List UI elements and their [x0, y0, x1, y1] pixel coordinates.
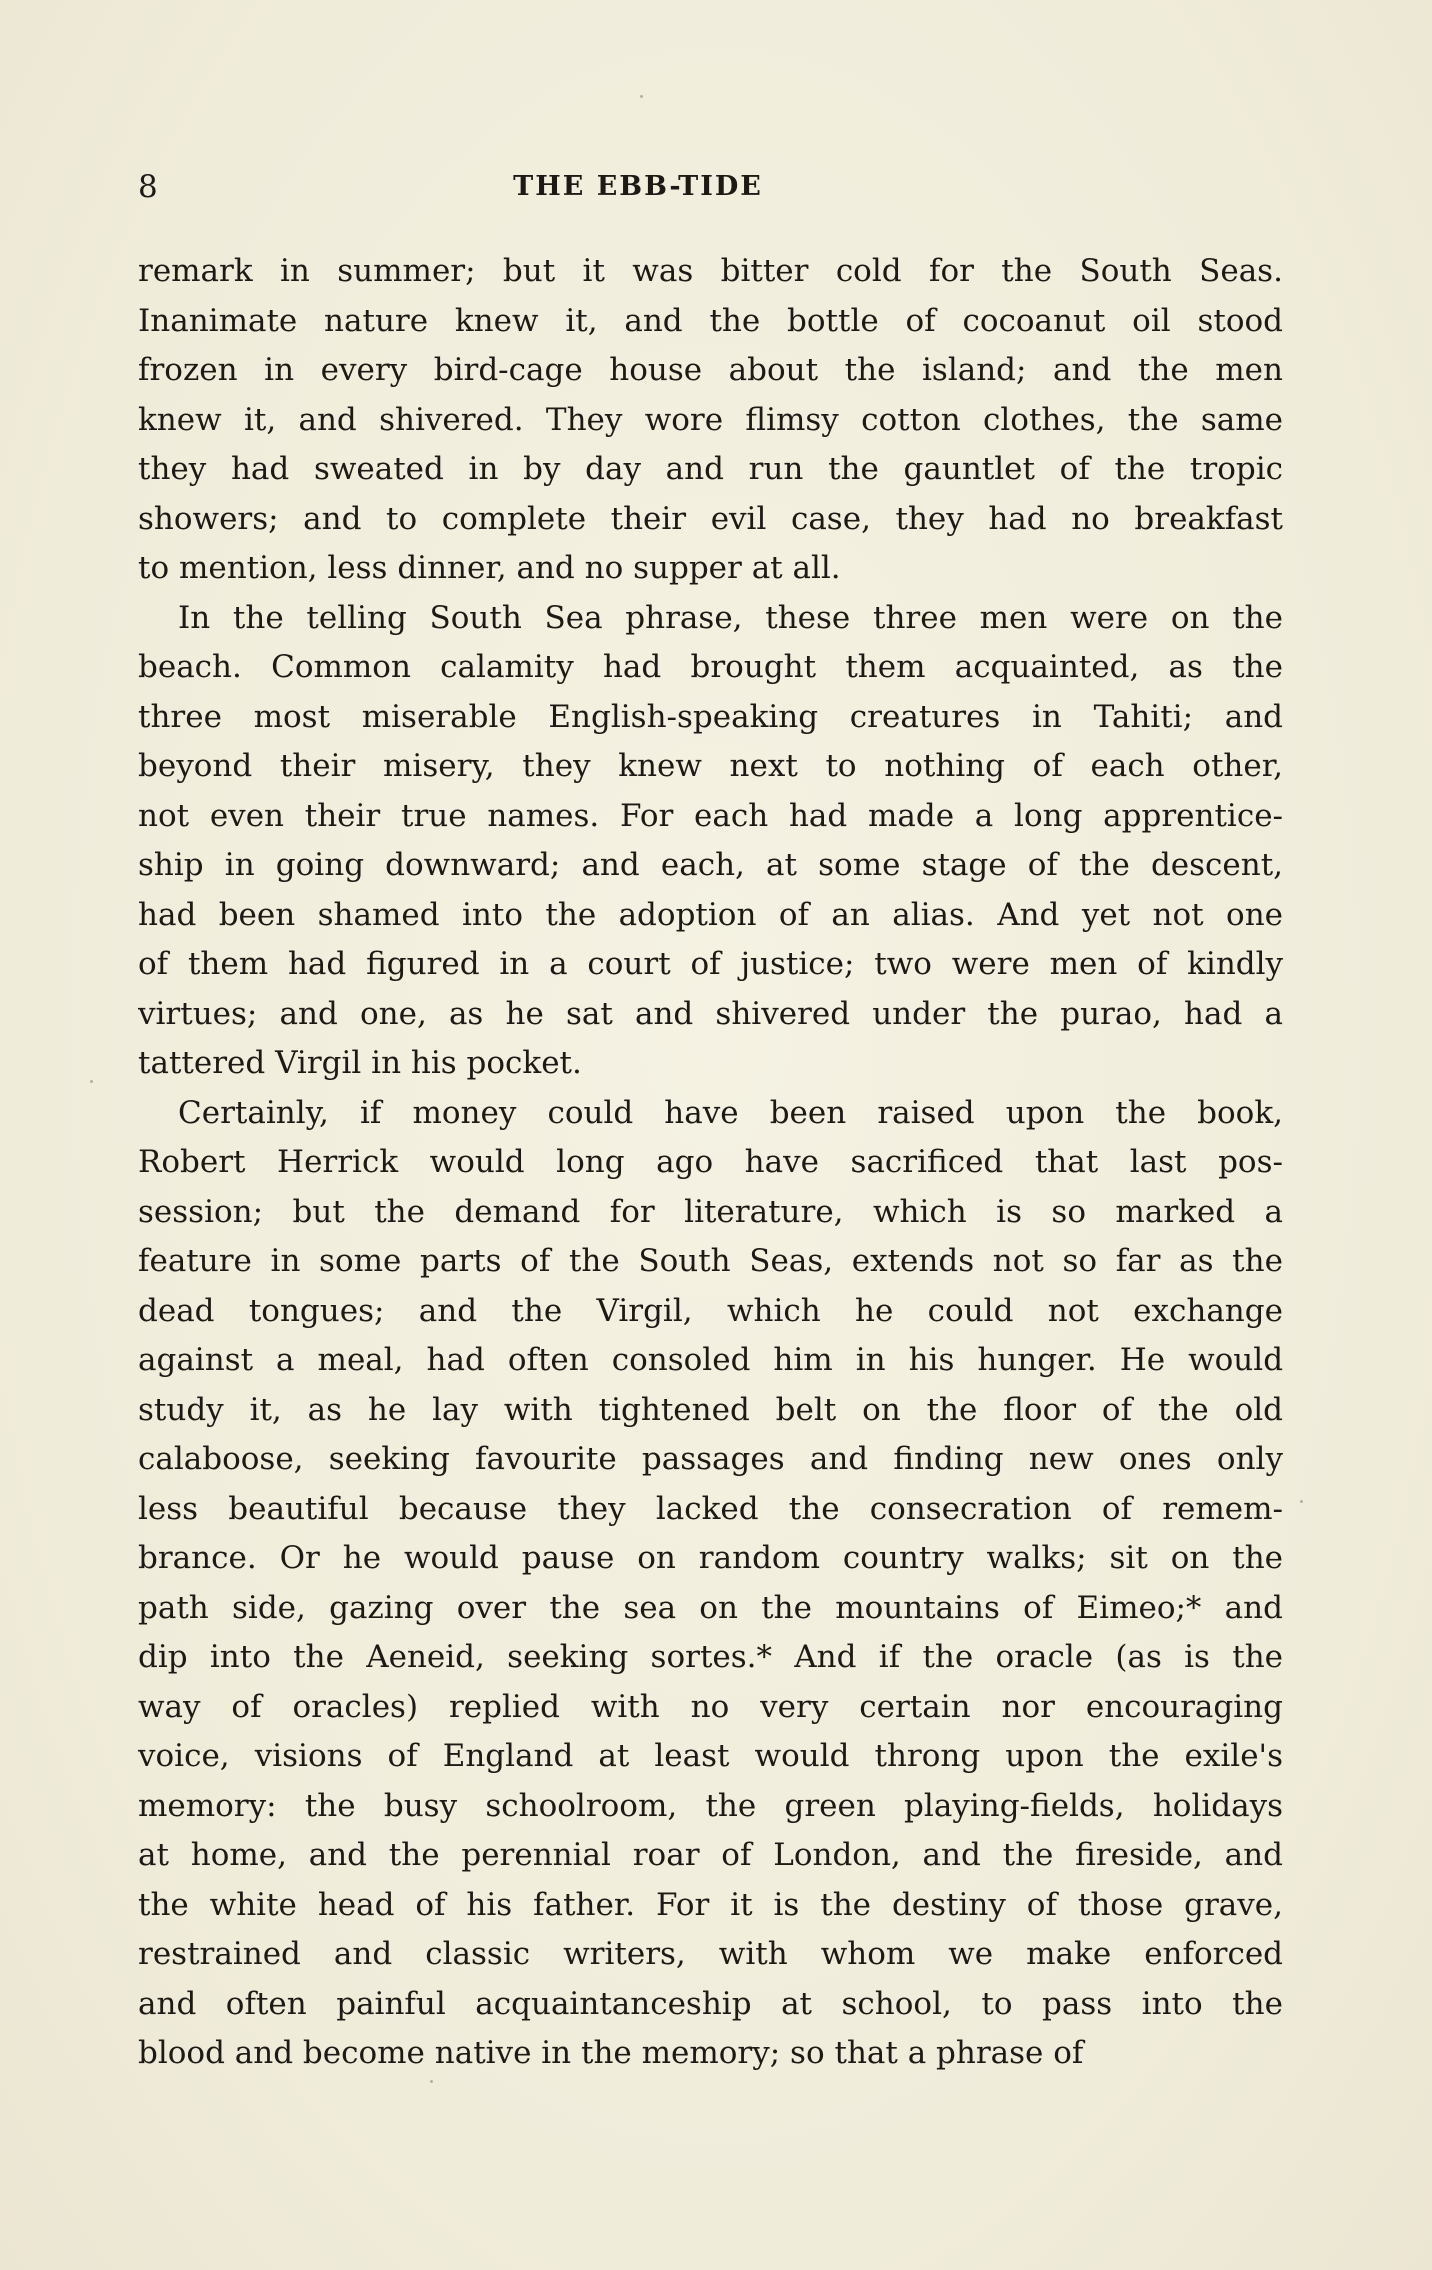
text-line — [138, 792, 1283, 842]
text-line-content: less beautiful because they lacked the consecration of remem- — [138, 1490, 1283, 1527]
text-line-content: feature in some parts of the South Seas, extends not so far as the — [138, 1243, 1283, 1279]
paper-speck — [640, 95, 643, 98]
text-line-content: calaboose, seeking favourite passages and finding new ones only — [138, 1441, 1283, 1477]
text-line — [138, 1485, 1283, 1535]
text-line-content: brance. Or he would pause on random country walks; sit on the — [138, 1540, 1283, 1576]
text-line-content: against a meal, had often consoled him in his hunger. He would — [138, 1342, 1283, 1378]
text-line-content: tattered Virgil in his pocket. — [138, 1045, 582, 1081]
text-line — [138, 346, 1283, 396]
text-line — [138, 396, 1283, 446]
paper-speck — [430, 2080, 433, 2083]
text-line — [138, 1930, 1283, 1980]
body-text — [138, 247, 1283, 2079]
running-title: THE EBB-TIDE — [513, 171, 763, 202]
text-line-content: they had sweated in by day and run the gauntlet of the tropic — [138, 451, 1283, 487]
text-line — [138, 1732, 1283, 1782]
text-line — [138, 1386, 1283, 1436]
text-line — [138, 1188, 1283, 1238]
text-line — [138, 445, 1283, 495]
paper-speck — [90, 1080, 93, 1083]
text-line-content: Robert Herrick would long ago have sacrificed that last pos- — [138, 1144, 1283, 1180]
text-line-content: the white head of his father. For it is the destiny of those grave, — [138, 1886, 1283, 1923]
text-line — [138, 1782, 1283, 1832]
text-line-content: frozen in every bird-cage house about the island; and the men — [138, 352, 1283, 388]
text-line-content: restrained and classic writers, with whom we make enforced — [138, 1936, 1283, 1972]
text-line — [138, 544, 1283, 594]
text-line — [138, 693, 1283, 743]
text-line-content: dead tongues; and the Virgil, which he could not exchange — [138, 1292, 1283, 1329]
text-line — [138, 841, 1283, 891]
text-line-content: of them had figured in a court of justice; two were men of kindly — [138, 946, 1283, 982]
text-line — [138, 297, 1283, 347]
text-line-content: knew it, and shivered. They wore flimsy cotton clothes, the same — [138, 401, 1283, 438]
text-line — [138, 1881, 1283, 1931]
text-line-content: and often painful acquaintanceship at school, to pass into the — [138, 1985, 1283, 2022]
page-header — [138, 165, 1283, 209]
text-line — [138, 940, 1283, 990]
text-line-content: remark in summer; but it was bitter cold for the South Seas. — [138, 253, 1283, 289]
text-line — [138, 1435, 1283, 1485]
text-line-content: In the telling South Sea phrase, these three men were on the — [178, 599, 1283, 636]
text-line-content: beyond their misery, they knew next to nothing of each other, — [138, 748, 1283, 784]
text-line — [138, 643, 1283, 693]
text-line-content: study it, as he lay with tightened belt on the floor of the old — [138, 1391, 1283, 1428]
text-line — [138, 247, 1283, 297]
text-line-content: virtues; and one, as he sat and shivered under the purao, had a — [138, 995, 1283, 1032]
text-line-content: blood and become native in the memory; so that a phrase of — [138, 2035, 1084, 2071]
text-line-content: dip into the Aeneid, seeking sortes.* And if the oracle (as is the — [138, 1639, 1283, 1675]
text-line — [138, 1287, 1283, 1337]
text-line-content: Inanimate nature knew it, and the bottle of cocoanut oil stood — [138, 302, 1283, 339]
text-line-content: showers; and to complete their evil case, they had no breakfast — [138, 500, 1283, 537]
text-line — [138, 990, 1283, 1040]
text-line — [138, 1633, 1283, 1683]
text-line-content: memory: the busy schoolroom, the green playing-fields, holidays — [138, 1787, 1283, 1824]
text-line — [138, 1584, 1283, 1634]
text-line-content: ship in going downward; and each, at some stage of the descent, — [138, 847, 1283, 883]
text-line — [138, 1831, 1283, 1881]
text-line — [138, 495, 1283, 545]
text-line-content: voice, visions of England at least would throng upon the exile's — [138, 1738, 1283, 1774]
text-line-content: not even their true names. For each had made a long apprentice- — [138, 797, 1283, 834]
text-line-content: path side, gazing over the sea on the mountains of Eimeo;* and — [138, 1589, 1283, 1626]
text-line — [138, 1534, 1283, 1584]
text-line — [138, 594, 1283, 644]
text-line-content: to mention, less dinner, and no supper at all. — [138, 550, 841, 586]
text-line — [138, 1237, 1283, 1287]
text-line — [138, 1138, 1283, 1188]
text-line-content: had been shamed into the adoption of an alias. And yet not one — [138, 896, 1283, 933]
text-line-content: three most miserable English-speaking creatures in Tahiti; and — [138, 698, 1283, 735]
text-line-content: session; but the demand for literature, which is so marked a — [138, 1193, 1283, 1230]
text-line — [138, 891, 1283, 941]
text-line — [138, 2029, 1283, 2079]
page-number: 8 — [138, 169, 158, 205]
text-line-content: at home, and the perennial roar of London, and the fireside, and — [138, 1837, 1283, 1873]
paper-speck — [1300, 1500, 1303, 1503]
text-line — [138, 1336, 1283, 1386]
text-line — [138, 1089, 1283, 1139]
text-line-content: beach. Common calamity had brought them acquainted, as the — [138, 649, 1283, 685]
text-line — [138, 1039, 1283, 1089]
text-line-content: way of oracles) replied with no very certain nor encouraging — [138, 1688, 1283, 1725]
text-line — [138, 742, 1283, 792]
text-line — [138, 1683, 1283, 1733]
text-line-content: Certainly, if money could have been raised upon the book, — [178, 1094, 1283, 1131]
text-line — [138, 1980, 1283, 2030]
